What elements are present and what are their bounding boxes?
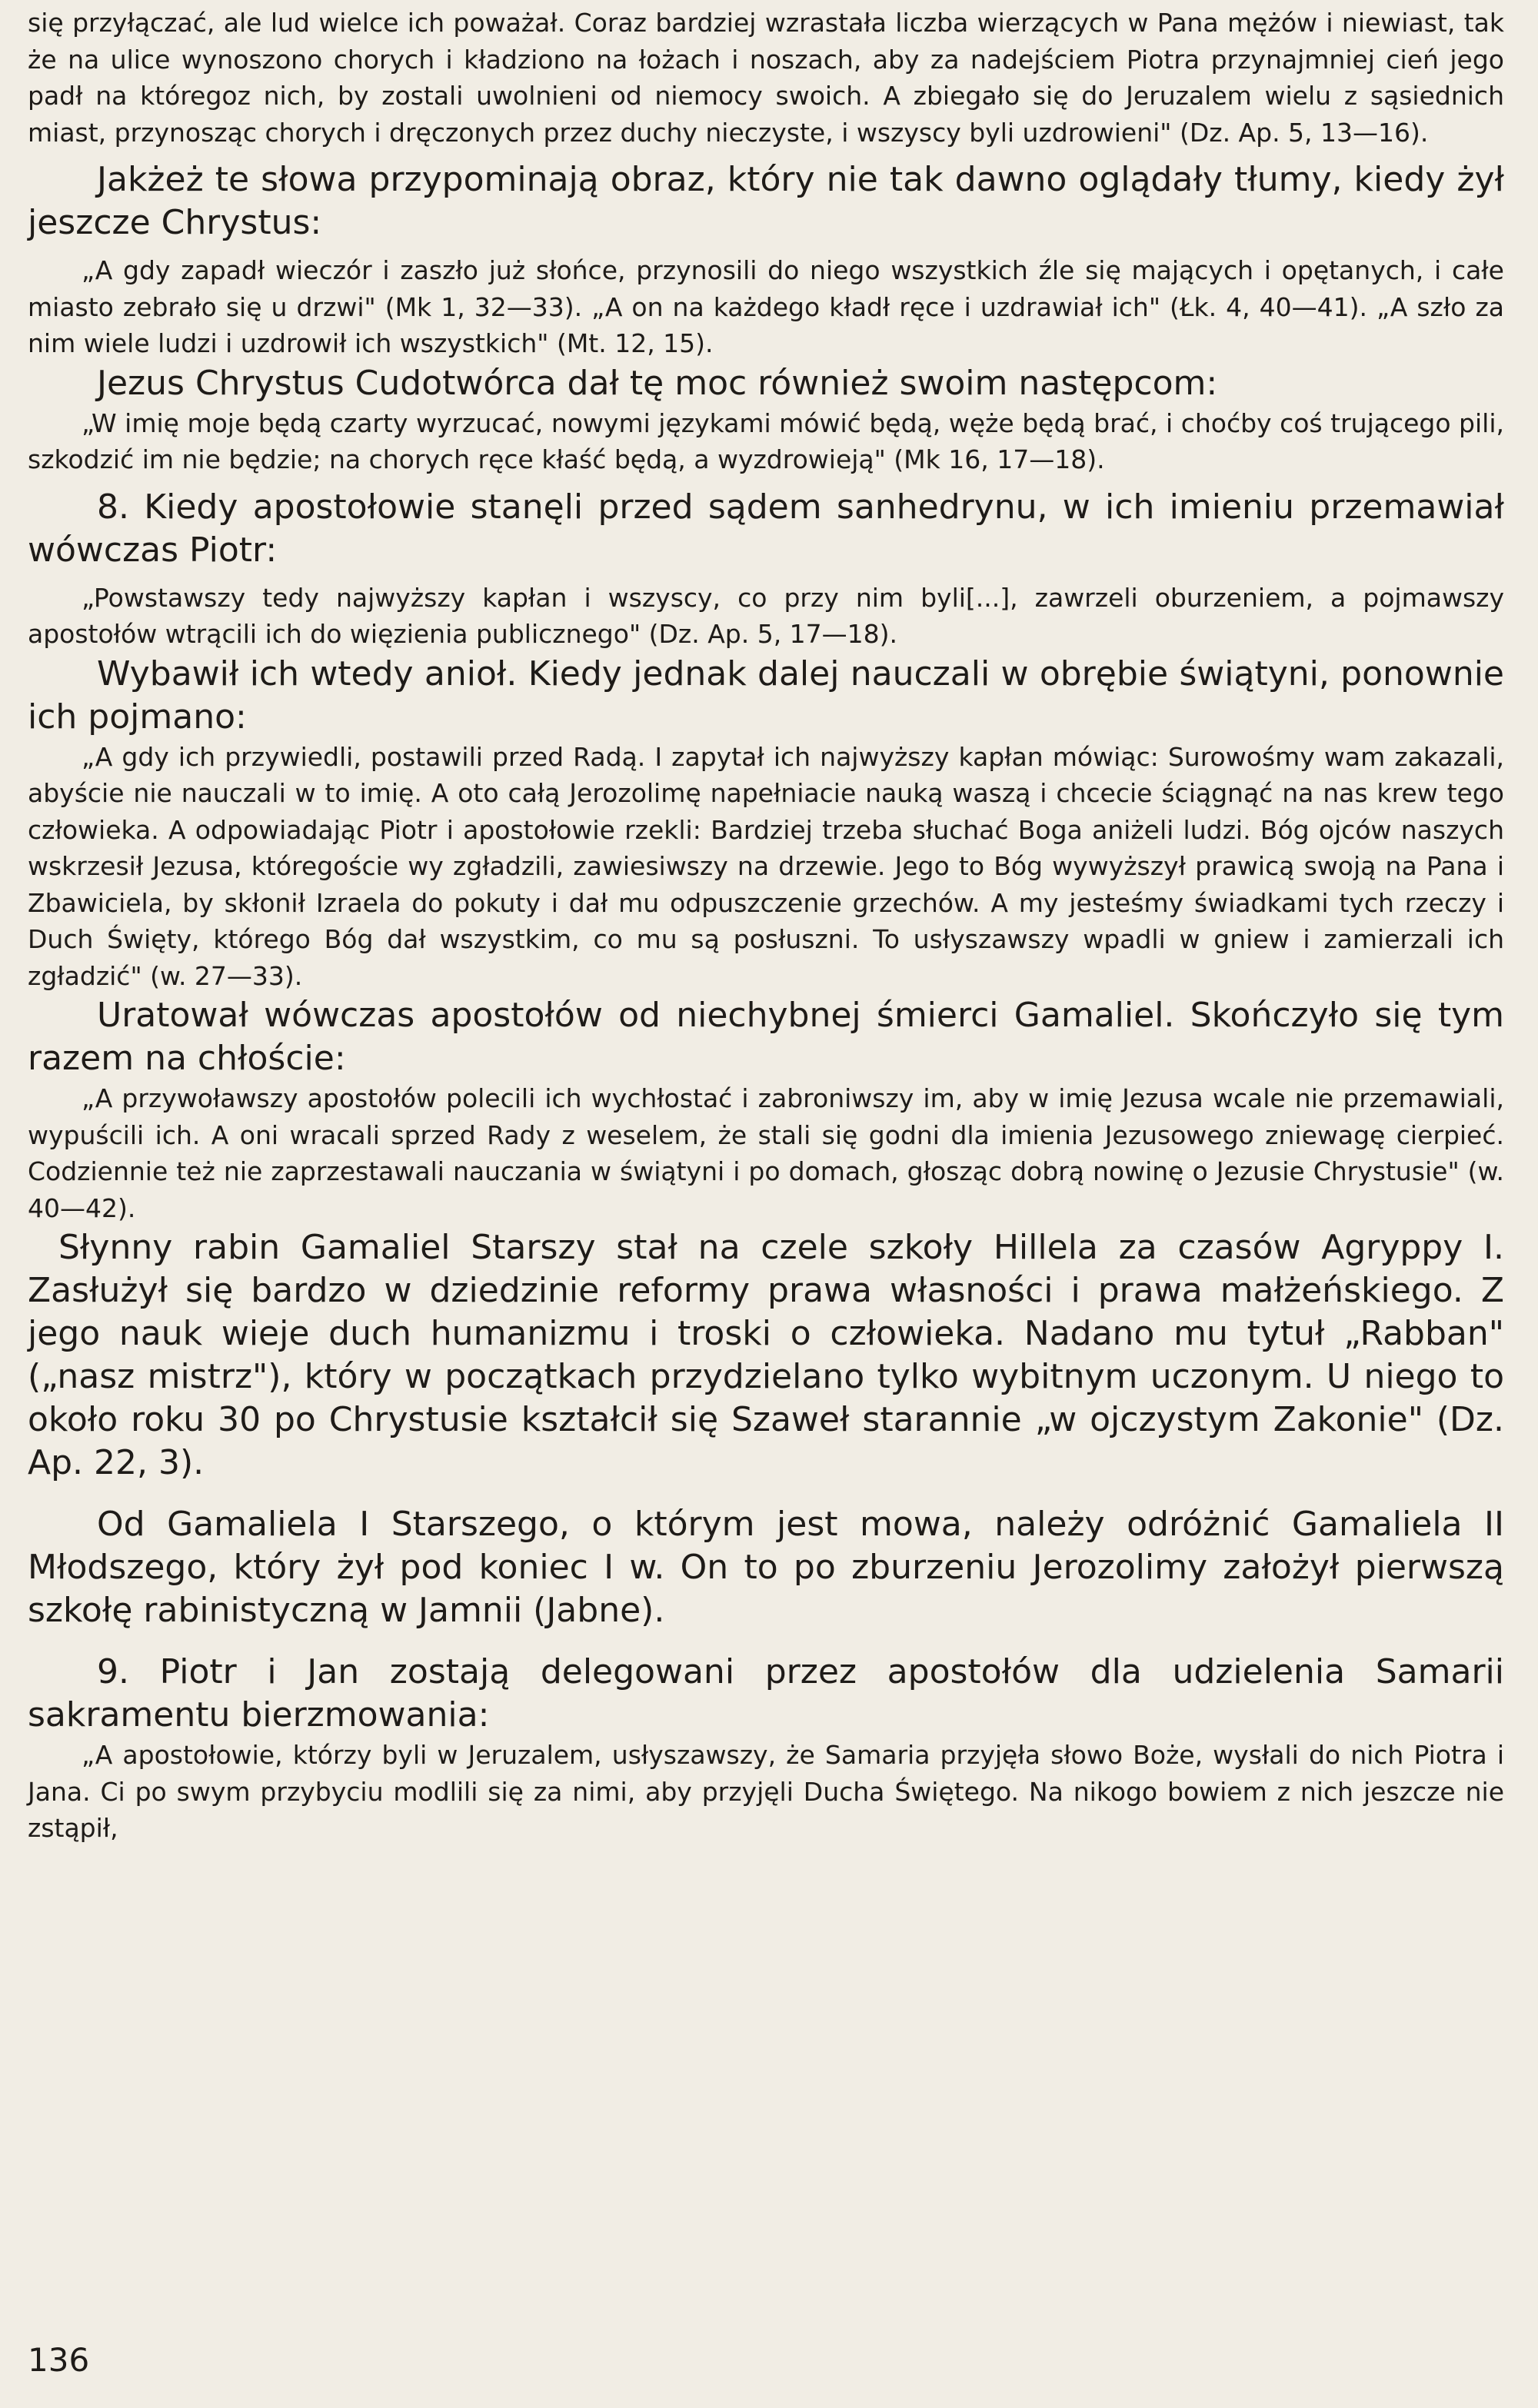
quote-paragraph: „A apostołowie, którzy byli w Jeruzalem, usłyszawszy, że Samaria przyjęła słowo Boże, wysłali do nich Piotra i Jana. Ci po swym przybyciu modlili się za nimi, aby przyjęli Ducha Świętego. Na nikogo bowiem z nich jeszcze nie zstąpił, (28, 1740, 1504, 1843)
quote-paragraph: „A przywoławszy apostołów polecili ich wychłostać i zabroniwszy im, aby w imię Jezusa wcale nie przemawiali, wypuścili ich. A oni wracali sprzed Rady z weselem, że stali się godni dla imienia Jezusowego zniewagę cierpieć. Codziennie też nie zaprzestawali nauczania w świątyni i po domach, głosząc dobrą nowinę o Jezusie Chrystusie" (w. 40—42). (28, 1083, 1504, 1223)
body-paragraph: Uratował wówczas apostołów od niechybnej śmierci Gamaliel. Skończyło się tym razem na chłoście: (28, 996, 1504, 1078)
quote-paragraph: „A gdy zapadł wieczór i zaszło już słońce, przynosili do niego wszystkich źle się mających i opętanych, i całe miasto zebrało się u drzwi" (Mk 1, 32—33). „A on na każdego kładł ręce i uzdrawiał ich" (Łk. 4, 40—41). „A szło za nim wiele ludzi i uzdrowił ich wszystkich" (Mt. 12, 15). (28, 255, 1504, 358)
quote-paragraph: „W imię moje będą czarty wyrzucać, nowymi językami mówić będą, węże będą brać, i choćby coś trującego pili, szkodzić im nie będzie; na chorych ręce kłaść będą, a wyzdrowieją" (Mk 16, 17—18). (28, 407, 1504, 474)
quote-paragraph: „A gdy ich przywiedli, postawili przed Radą. I zapytał ich najwyższy kapłan mówiąc: Surowośmy wam zakazali, abyście nie nauczali w to imię. A oto całą Jerozolimę napełniacie nauką waszą i chcecie ściągnąć na nas krew tego człowieka. A odpowiadając Piotr i apostołowie rzekli: Bardziej trzeba słuchać Boga aniżeli ludzi. Bóg ojców naszych wskrzesił Jezusa, któregoście wy zgładzili, zawiesiwszy na drzewie. Jego to Bóg wywyższył prawicą swoją na Pana i Zbawiciela, by skłonił Izraela do pokuty i dał mu odpuszczenie grzechów. A my jesteśmy świadkami tych rzeczy i Duch Święty, którego Bóg dał wszystkim, co mu są posłuszni. To usłyszawszy wpadli w gniew i zamierzali ich zgładzić" (w. 27—33). (28, 741, 1504, 991)
quote-paragraph: „Powstawszy tedy najwyższy kapłan i wszyscy, co przy nim byli[...], zawrzeli oburzeniem, a pojmawszy apostołów wtrącili ich do więzienia publicznego" (Dz. Ap. 5, 17—18). (28, 582, 1504, 649)
page-number: 136 (28, 2341, 90, 2379)
body-paragraph: Słynny rabin Gamaliel Starszy stał na czele szkoły Hillela za czasów Agryppy I. Zasłużył się bardzo w dziedzinie reformy prawa własności i prawa małżeńskiego. Z jego nauk wieje duch humanizmu i troski o człowieka. Nadano mu tytuł „Rabban" („nasz mistrz"), który w początkach przydzielano tylko wybitnym uczonym. U niego to około roku 30 po Chrystusie kształcił się Szaweł starannie „w ojczystym Zakonie" (Dz. Ap. 22, 3). (28, 1228, 1504, 1482)
section-9-paragraph: 9. Piotr i Jan zostają delegowani przez apostołów dla udzielenia Samarii sakramentu bierzmowania: (28, 1652, 1504, 1734)
body-paragraph: Jakżeż te słowa przypominają obraz, który nie tak dawno oglądały tłumy, kiedy żył jeszcze Chrystus: (28, 160, 1504, 242)
text-column (28, 5, 1504, 1847)
body-paragraph: Jezus Chrystus Cudotwórca dał tę moc również swoim następcom: (97, 363, 1218, 403)
section-8-paragraph: 8. Kiedy apostołowie stanęli przed sądem sanhedrynu, w ich imieniu przemawiał wówczas Piotr: (28, 487, 1504, 570)
quote-continuation: się przyłączać, ale lud wielce ich poważał. Coraz bardziej wzrastała liczba wierzących w Pana mężów i niewiast, tak że na ulice wynoszono chorych i kładziono na łożach i noszach, aby za nadejściem Piotra przynajmniej cień jego padł na któregoz nich, by zostali uwolnieni od niemocy swoich. A zbiegało się do Jeruzalem wielu z sąsiednich miast, przynosząc chorych i dręczonych przez duchy nieczyste, i wszyscy byli uzdrowieni" (Dz. Ap. 5, 13—16). (28, 8, 1504, 148)
body-paragraph: Wybawił ich wtedy anioł. Kiedy jednak dalej nauczali w obrębie świątyni, ponownie ich pojmano: (28, 654, 1504, 737)
body-paragraph: Od Gamaliela I Starszego, o którym jest mowa, należy odróżnić Gamaliela II Młodszego, który żył pod koniec I w. On to po zburzeniu Jerozolimy założył pierwszą szkołę rabinistyczną w Jamnii (Jabne). (28, 1505, 1504, 1630)
